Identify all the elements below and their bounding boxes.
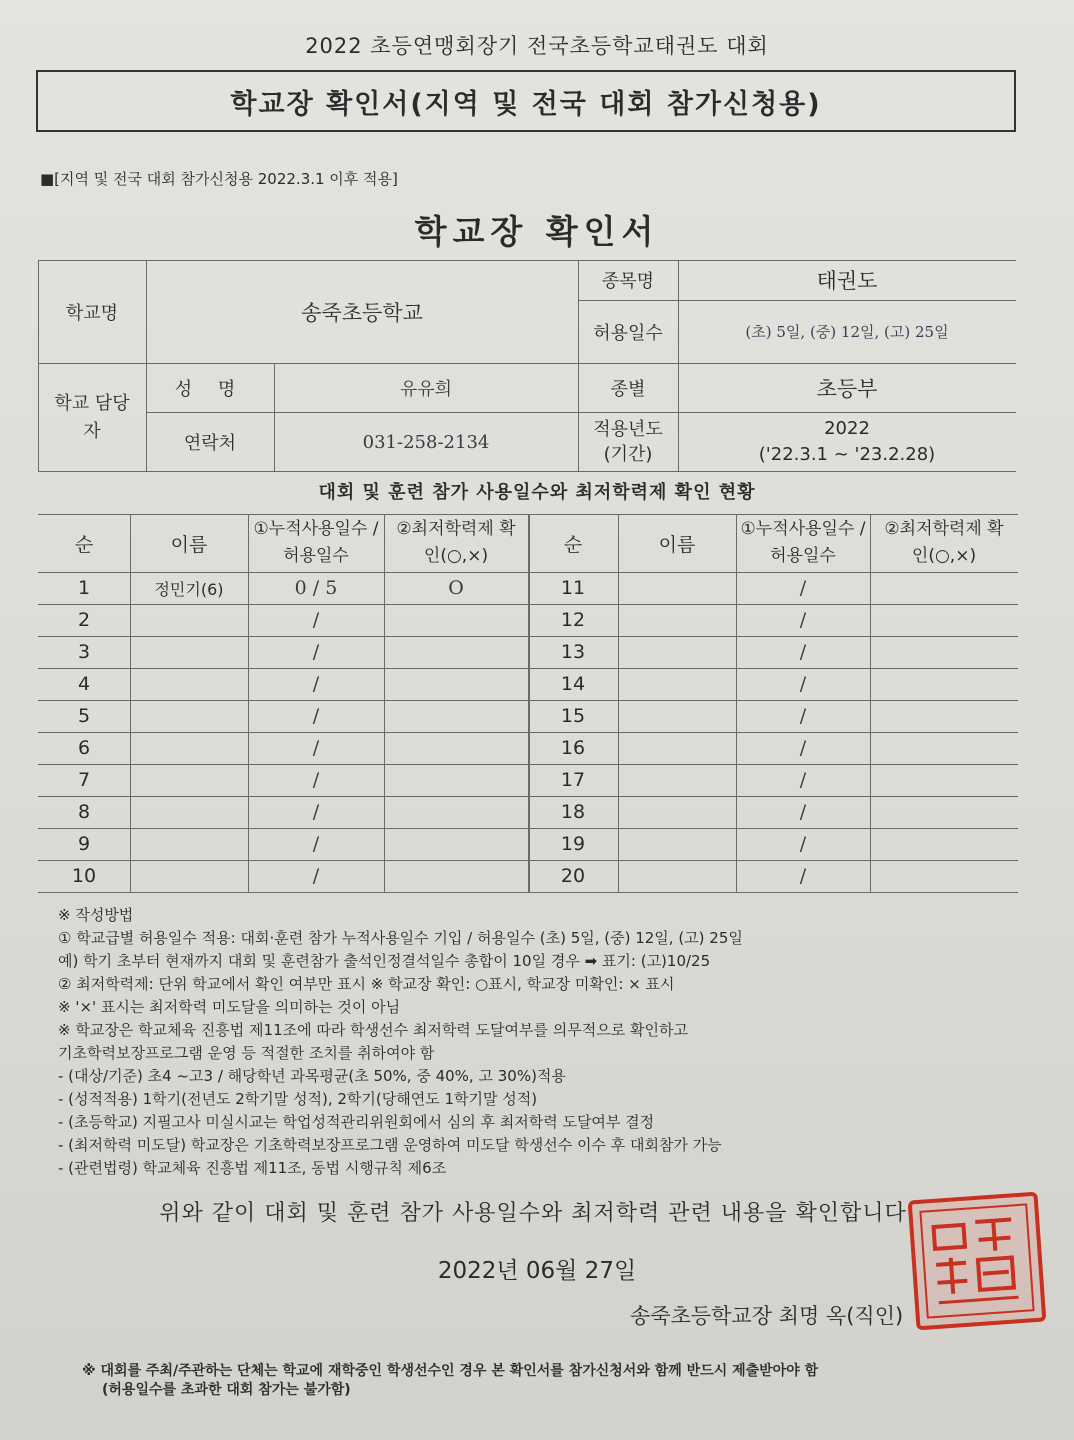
cell-days: /	[312, 737, 320, 759]
manager-name-value: 유유희	[399, 378, 453, 400]
cell-days: /	[312, 801, 320, 823]
footer-note	[82, 1362, 1022, 1400]
allowed-days-value: (초) 5일, (중) 12일, (고) 25일	[745, 323, 949, 341]
cell-no: 3	[77, 641, 91, 663]
header-check-right: ②최저학력제 확인(○,×)	[884, 519, 1004, 566]
cell-name: 정민기(6)	[154, 579, 224, 599]
cell-days: /	[799, 833, 807, 855]
cell-check: O	[448, 577, 464, 599]
cell-check	[870, 636, 1018, 668]
boxed-title-text: 학교장 확인서(지역 및 전국 대회 참가신청용)	[230, 88, 822, 120]
note-line: - (성적적용) 1학기(전년도 2학기말 성적), 2학기(당해연도 1학기말 성적)	[58, 1090, 538, 1108]
contact-label: 연락처	[183, 433, 237, 454]
note-line: - (초등학교) 지필고사 미실시교는 학업성적관리위원회에서 심의 후 최저학력 도달여부 결정	[58, 1113, 655, 1131]
cell-no: 5	[77, 705, 91, 727]
period-value: ('22.3.1 ~ '23.2.28)	[758, 444, 936, 465]
header-check-left: ②최저학력제 확인(○,×)	[396, 519, 516, 566]
footer-line: (허용일수를 초과한 대회 참가는 불가함)	[102, 1382, 351, 1398]
writing-instructions	[58, 904, 1018, 1180]
cell-no: 11	[560, 577, 586, 599]
cell-name	[130, 860, 248, 892]
cell-name	[618, 796, 736, 828]
cell-days: 0 / 5	[294, 577, 338, 599]
principal-signature: 송죽초등학교장 최명 옥(직인)	[630, 1304, 904, 1328]
table-title: 대회 및 훈련 참가 사용일수와 최저학력제 확인 현황	[318, 482, 756, 503]
category-value: 초등부	[816, 376, 878, 401]
cell-no: 2	[77, 609, 91, 631]
cell-check	[384, 828, 528, 860]
contact-value: 031-258-2134	[362, 431, 490, 453]
cell-name	[130, 828, 248, 860]
cell-check	[384, 764, 528, 796]
cell-no: 17	[560, 769, 586, 791]
allowed-days-label: 허용일수	[593, 322, 663, 344]
school-name-label: 학교명	[65, 302, 119, 324]
note-line: ※ 작성방법	[58, 906, 134, 924]
cell-no: 20	[560, 865, 586, 887]
cell-check	[870, 604, 1018, 636]
header-no-left: 순	[74, 533, 94, 556]
confirmation-statement: 위와 같이 대회 및 훈련 참가 사용일수와 최저학력 관련 내용을 확인합니다.	[159, 1201, 915, 1226]
cell-name	[130, 700, 248, 732]
grid-col-line	[736, 514, 737, 892]
cell-check	[384, 796, 528, 828]
cell-no: 12	[560, 609, 586, 631]
cell-check	[870, 572, 1018, 604]
cell-days: /	[312, 673, 320, 695]
header-no-right: 순	[563, 533, 583, 556]
grid-col-line	[618, 514, 619, 892]
cell-no: 9	[77, 833, 91, 855]
cell-no: 8	[77, 801, 91, 823]
cell-days: /	[799, 801, 807, 823]
cell-check	[870, 668, 1018, 700]
cell-days: /	[312, 641, 320, 663]
cell-no: 7	[77, 769, 91, 791]
cell-days: /	[799, 769, 807, 791]
cell-days: /	[799, 705, 807, 727]
grid-col-line	[528, 514, 530, 892]
cell-name	[618, 636, 736, 668]
cell-name	[130, 604, 248, 636]
event-label: 종목명	[601, 271, 655, 292]
cell-days: /	[799, 609, 807, 631]
cell-days: /	[312, 833, 320, 855]
cell-days: /	[312, 865, 320, 887]
cell-name	[130, 636, 248, 668]
cell-check	[870, 764, 1018, 796]
note-line: - (관련법령) 학교체육 진흥법 제11조, 동법 시행규칙 제6조	[58, 1159, 447, 1177]
cell-days: /	[312, 705, 320, 727]
cell-check	[870, 828, 1018, 860]
name-label: 성 명	[174, 378, 246, 400]
header-days-right: ①누적사용일수 /허용일수	[740, 519, 866, 566]
cell-days: /	[312, 769, 320, 791]
cell-check	[870, 796, 1018, 828]
application-note: ■[지역 및 전국 대회 참가신청용 2022.3.1 이후 적용]	[40, 170, 398, 188]
header-name-left: 이름	[170, 533, 208, 556]
cell-no: 14	[560, 673, 586, 695]
cell-no: 10	[71, 865, 97, 887]
header-name-right: 이름	[658, 533, 696, 556]
category-label: 종별	[610, 378, 646, 400]
footer-line: ※ 대회를 주최/주관하는 단체는 학교에 재학중인 학생선수인 경우 본 확인서를 참가신청서와 함께 반드시 제출받아야 함	[82, 1363, 819, 1379]
cell-name	[618, 700, 736, 732]
year-value-cell	[678, 412, 1016, 472]
cell-days: /	[799, 577, 807, 599]
cell-name	[618, 572, 736, 604]
usage-table	[38, 514, 1018, 892]
cell-no: 6	[77, 737, 91, 759]
school-name-value: 송죽초등학교	[301, 300, 423, 325]
cell-check	[384, 636, 528, 668]
cell-no: 16	[560, 737, 586, 759]
event-value: 태권도	[816, 269, 878, 293]
header-days-left: ①누적사용일수 /허용일수	[253, 519, 379, 566]
cell-no: 15	[560, 705, 586, 727]
cell-no: 18	[560, 801, 586, 823]
grid-col-line	[384, 514, 385, 892]
page-title: 학교장 확인서	[414, 212, 660, 251]
cell-check	[870, 860, 1018, 892]
cell-name	[618, 860, 736, 892]
document-date: 2022년 06월 27일	[437, 1258, 637, 1284]
info-table	[38, 260, 1016, 472]
cell-name	[130, 732, 248, 764]
cell-days: /	[799, 673, 807, 695]
note-line: ② 최저학력제: 단위 학교에서 확인 여부만 표시 ※ 학교장 확인: ○표시, 학교장 미확인: × 표시	[58, 975, 675, 993]
cell-name	[618, 764, 736, 796]
cell-no: 19	[560, 833, 586, 855]
cell-check	[870, 732, 1018, 764]
official-seal	[908, 1192, 1047, 1331]
cell-days: /	[312, 609, 320, 631]
cell-check	[384, 860, 528, 892]
boxed-title	[36, 70, 1016, 132]
cell-check	[384, 700, 528, 732]
cell-name	[618, 604, 736, 636]
cell-name	[130, 796, 248, 828]
grid-col-line	[248, 514, 249, 892]
cell-days: /	[799, 737, 807, 759]
cell-no: 13	[560, 641, 586, 663]
note-line: - (대상/기준) 초4 ~고3 / 해당학년 과목평균(초 50%, 중 40%, 고 30%)적용	[58, 1067, 566, 1085]
note-line: 기초학력보장프로그램 운영 등 적절한 조치를 취하여야 함	[58, 1044, 435, 1062]
note-line: - (최저학력 미도달) 학교장은 기초학력보장프로그램 운영하여 미도달 학생선수 이수 후 대회참가 가능	[58, 1136, 722, 1154]
cell-no: 1	[77, 577, 91, 599]
cell-days: /	[799, 865, 807, 887]
cell-name	[618, 668, 736, 700]
cell-check	[384, 732, 528, 764]
note-line: ※ '×' 표시는 최저학력 미도달을 의미하는 것이 아님	[58, 998, 401, 1016]
cell-days: /	[799, 641, 807, 663]
note-line: ※ 학교장은 학교체육 진흥법 제11조에 따라 학생선수 최저학력 도달여부를 의무적으로 확인하고	[58, 1021, 688, 1039]
cell-no: 4	[77, 673, 91, 695]
manager-label: 학교 담당자	[54, 392, 130, 442]
cell-name	[618, 732, 736, 764]
seal-stamp-icon	[912, 1196, 1042, 1326]
cell-name	[618, 828, 736, 860]
cell-name	[130, 764, 248, 796]
cell-check	[384, 604, 528, 636]
grid-row-line	[38, 892, 1018, 893]
cell-check	[870, 700, 1018, 732]
cell-name	[130, 668, 248, 700]
note-line: ① 학교급별 허용일수 적용: 대회·훈련 참가 누적사용일수 기입 / 허용일수 (초) 5일, (중) 12일, (고) 25일	[58, 929, 743, 947]
grid-col-line	[870, 514, 871, 892]
cell-check	[384, 668, 528, 700]
grid-col-line	[130, 514, 131, 892]
year-label: 적용년도 (기간)	[593, 419, 663, 465]
year-value: 2022	[824, 418, 870, 439]
competition-title: 2022 초등연맹회장기 전국초등학교태권도 대회	[305, 34, 769, 58]
note-line: 예) 학기 초부터 현재까지 대회 및 훈련참가 출석인정결석일수 총합이 10일 경우 ➡ 표기: (고)10/25	[58, 952, 711, 970]
